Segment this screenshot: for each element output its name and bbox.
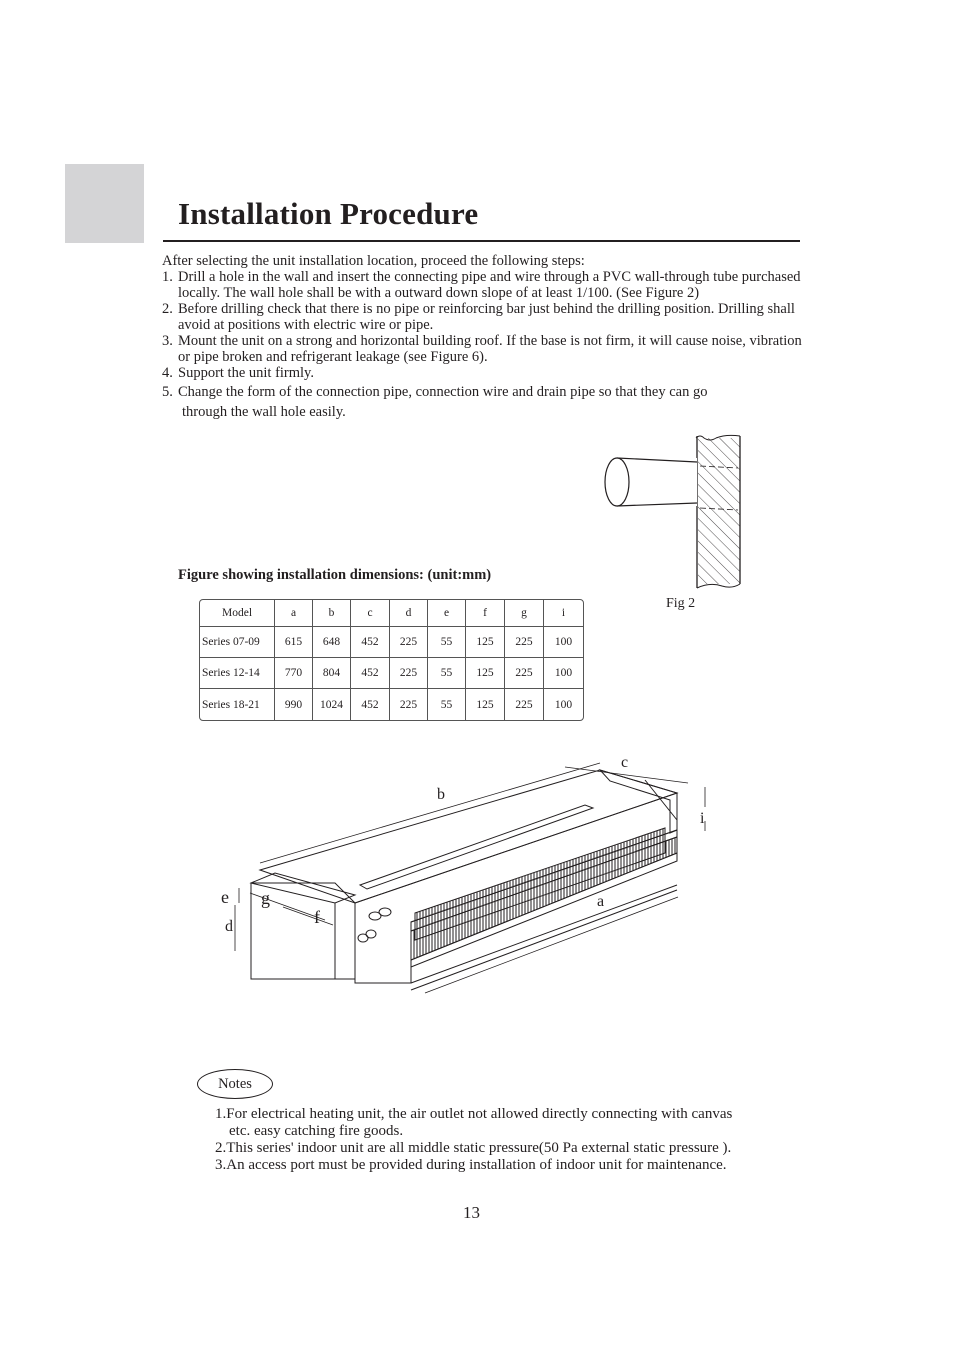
header-cell: Model: [200, 600, 275, 627]
table-cell: 770: [275, 658, 313, 689]
label-g: g: [261, 888, 270, 908]
header-cell: f: [466, 600, 505, 627]
step-1: 1. Drill a hole in the wall and insert the connecting pipe and wire through a PVC wall-through tube purchased locally. The wall hole shall be with a outward down slope of at least 1/100. (See Figure 2): [162, 269, 801, 301]
table-cell: 615: [275, 627, 313, 658]
label-d: d: [225, 918, 233, 935]
table-cell: 1024: [313, 689, 351, 720]
title-rule: [163, 240, 800, 242]
table-cell: 225: [505, 627, 544, 658]
table-cell: 125: [466, 689, 505, 720]
table-cell: 100: [544, 627, 583, 658]
step-3: 3. Mount the unit on a strong and horizontal building roof. If the base is not firm, it will cause noise, vibration or pipe broken and refrigerant leakage (see Figure 6).: [162, 333, 802, 365]
table-cell: 125: [466, 627, 505, 658]
table-cell: 100: [544, 658, 583, 689]
table-cell: 225: [390, 627, 428, 658]
header-cell: b: [313, 600, 351, 627]
label-e: e: [221, 887, 229, 907]
table-cell: 225: [390, 658, 428, 689]
note-1-continued: etc. easy catching fire goods.: [229, 1123, 404, 1139]
header-cell: e: [428, 600, 466, 627]
note-3: 3.An access port must be provided during installation of indoor unit for maintenance.: [215, 1157, 727, 1173]
header-cell: a: [275, 600, 313, 627]
table-cell: 452: [351, 689, 390, 720]
table-cell: 804: [313, 658, 351, 689]
table-cell: 125: [466, 658, 505, 689]
table-cell: 648: [313, 627, 351, 658]
note-1: 1.For electrical heating unit, the air outlet not allowed directly connecting with canvas: [215, 1106, 733, 1122]
dimensions-title: Figure showing installation dimensions: (unit:mm): [178, 567, 492, 583]
table-header-row: [200, 600, 583, 627]
table-cell: 55: [428, 689, 466, 720]
page-title: Installation Procedure: [178, 196, 479, 231]
note-2: 2.This series' indoor unit are all middle static pressure(50 Pa external static pressure ).: [215, 1140, 732, 1156]
table-row: [200, 658, 583, 689]
installation-steps: [162, 253, 802, 420]
header-cell: i: [544, 600, 583, 627]
header-cell: c: [351, 600, 390, 627]
table-cell: Series 12-14: [200, 658, 275, 689]
table-cell: 55: [428, 627, 466, 658]
wall-pipe-figure: [600, 432, 750, 590]
table-row: [200, 689, 583, 720]
label-i: i: [700, 810, 705, 827]
table-cell: 452: [351, 627, 390, 658]
header-cell: g: [505, 600, 544, 627]
table-row: [200, 627, 583, 658]
section-tab-marker: [65, 164, 144, 243]
step-2: 2. Before drilling check that there is no pipe or reinforcing bar just behind the drilling position. Drilling shall avoid at positions with electric wire or pipe.: [162, 301, 795, 333]
intro-text: After selecting the unit installation location, proceed the following steps:: [162, 253, 585, 269]
step-4: 4. Support the unit firmly.: [162, 365, 314, 381]
table-cell: 990: [275, 689, 313, 720]
header-cell: d: [390, 600, 428, 627]
notes-badge: Notes: [197, 1069, 273, 1099]
page-number: 13: [463, 1203, 480, 1222]
table-cell: 225: [505, 689, 544, 720]
step-5: 5. Change the form of the connection pipe, connection wire and drain pipe so that they can go through the wall hole easily.: [162, 384, 708, 420]
table-cell: 100: [554, 698, 573, 711]
table-cell: 225: [505, 658, 544, 689]
notes-list: [215, 1106, 815, 1174]
label-b: b: [437, 786, 445, 803]
table-cell: 452: [351, 658, 390, 689]
label-f: f: [314, 907, 320, 927]
indoor-unit-dimension-drawing: [215, 745, 725, 1005]
table-cell: Series 18-21: [200, 689, 275, 720]
table-cell: Series 07-09: [200, 627, 275, 658]
table-cell: 55: [428, 658, 466, 689]
dimensions-table: [199, 599, 584, 721]
label-c: c: [621, 754, 629, 771]
table-cell: 225: [390, 689, 428, 720]
fig2-label: Fig 2: [666, 596, 696, 611]
label-a: a: [597, 893, 605, 910]
